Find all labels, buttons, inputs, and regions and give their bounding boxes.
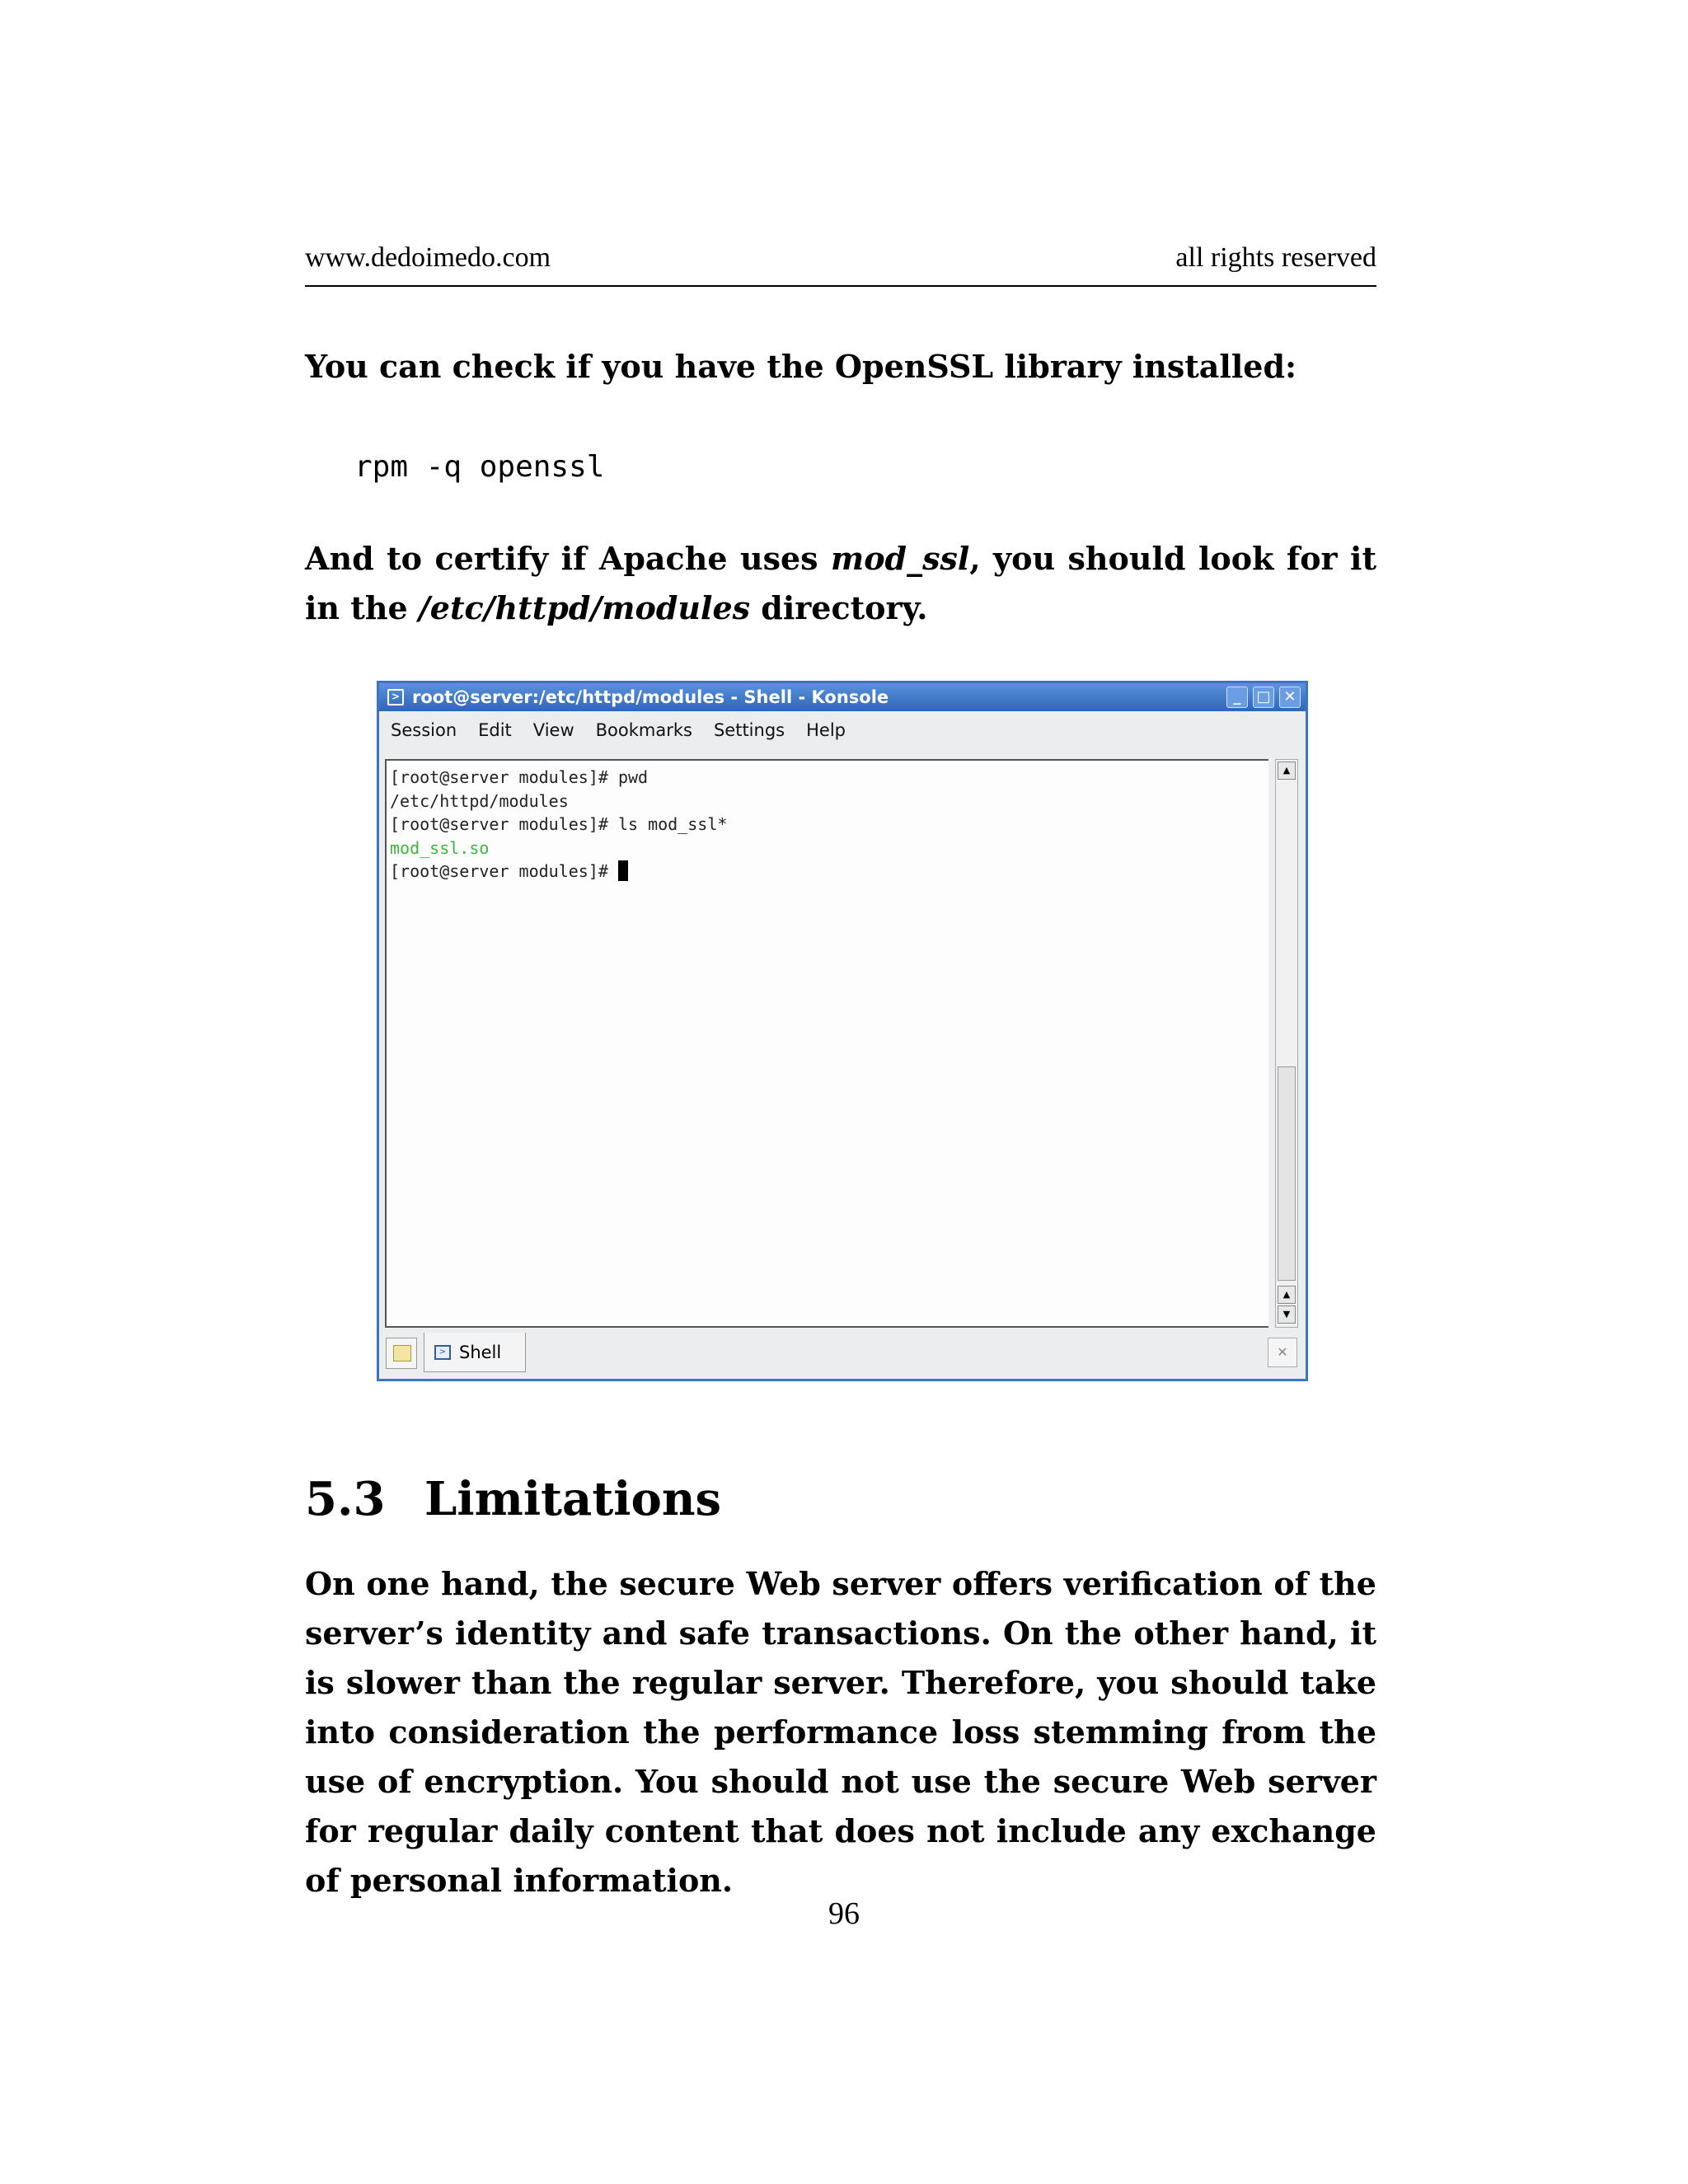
- section-number: 5.3: [305, 1472, 386, 1526]
- terminal-line: mod_ssl.so: [390, 837, 490, 858]
- tab-bar: [379, 1331, 1306, 1377]
- section-title: Limitations: [424, 1472, 722, 1526]
- menu-settings[interactable]: Settings: [713, 720, 785, 740]
- title-bar[interactable]: [379, 683, 1306, 711]
- minimize-button[interactable]: _: [1226, 687, 1248, 708]
- tab-shell[interactable]: [424, 1333, 526, 1372]
- terminal-line: /etc/httpd/modules: [390, 790, 569, 811]
- paragraph-limitations: On one hand, the secure Web server offers verification of the server’s identity and safe transactions. On the other hand, it is slower than the regular server. Therefore, you should take into consideration the performance loss stemming from the use of encryption. You should not use the secure Web server for regular daily content that does not include any exchange of personal information.: [305, 1565, 1376, 1899]
- menu-session[interactable]: Session: [391, 720, 457, 740]
- maximize-button[interactable]: □: [1253, 687, 1274, 708]
- menu-edit[interactable]: Edit: [478, 720, 512, 740]
- vertical-scrollbar[interactable]: [1275, 759, 1298, 1328]
- scroll-up-arrow-icon[interactable]: ▲: [1278, 1286, 1296, 1304]
- terminal-area[interactable]: [385, 759, 1268, 1328]
- header-site: www.dedoimedo.com: [305, 242, 551, 273]
- menu-bookmarks[interactable]: Bookmarks: [595, 720, 692, 740]
- scroll-up-arrow-icon[interactable]: ▲: [1278, 762, 1296, 780]
- konsole-app-icon[interactable]: >: [387, 689, 404, 705]
- new-session-icon[interactable]: [386, 1338, 417, 1369]
- shell-icon: >: [434, 1345, 451, 1360]
- paragraph-openssl-check: You can check if you have the OpenSSL library installed:: [305, 348, 1297, 385]
- close-button[interactable]: ✕: [1279, 687, 1301, 708]
- menu-help[interactable]: Help: [806, 720, 846, 740]
- section-heading: [305, 1472, 721, 1526]
- terminal-prompt-line: [root@server modules]#: [390, 860, 1265, 883]
- scrollbar-thumb[interactable]: [1278, 1066, 1296, 1281]
- mod-ssl-term: mod_ssl: [830, 540, 970, 577]
- modules-path: /etc/httpd/modules: [418, 589, 751, 626]
- menu-view[interactable]: View: [532, 720, 574, 740]
- scroll-down-arrow-icon[interactable]: ▼: [1278, 1305, 1296, 1324]
- tab-shell-label: Shell: [459, 1342, 502, 1362]
- terminal-line: [root@server modules]# ls mod_ssl*: [390, 814, 728, 834]
- menu-bar: [379, 711, 1306, 749]
- page-number: 96: [828, 1896, 860, 1931]
- terminal-line: [root@server modules]# pwd: [390, 767, 649, 787]
- page-header: [305, 239, 1376, 287]
- close-session-icon[interactable]: ✕: [1268, 1338, 1297, 1367]
- window-title: root@server:/etc/httpd/modules - Shell - Konsole: [412, 687, 889, 707]
- terminal-cursor: [618, 860, 628, 881]
- paragraph-mod-ssl: And to certify if Apache uses mod_ssl, you should look for it in the /etc/httpd/modules directory.: [305, 540, 1376, 626]
- header-rights: all rights reserved: [1175, 242, 1376, 273]
- code-rpm-command: rpm -q openssl: [354, 450, 605, 484]
- konsole-window: [377, 681, 1308, 1381]
